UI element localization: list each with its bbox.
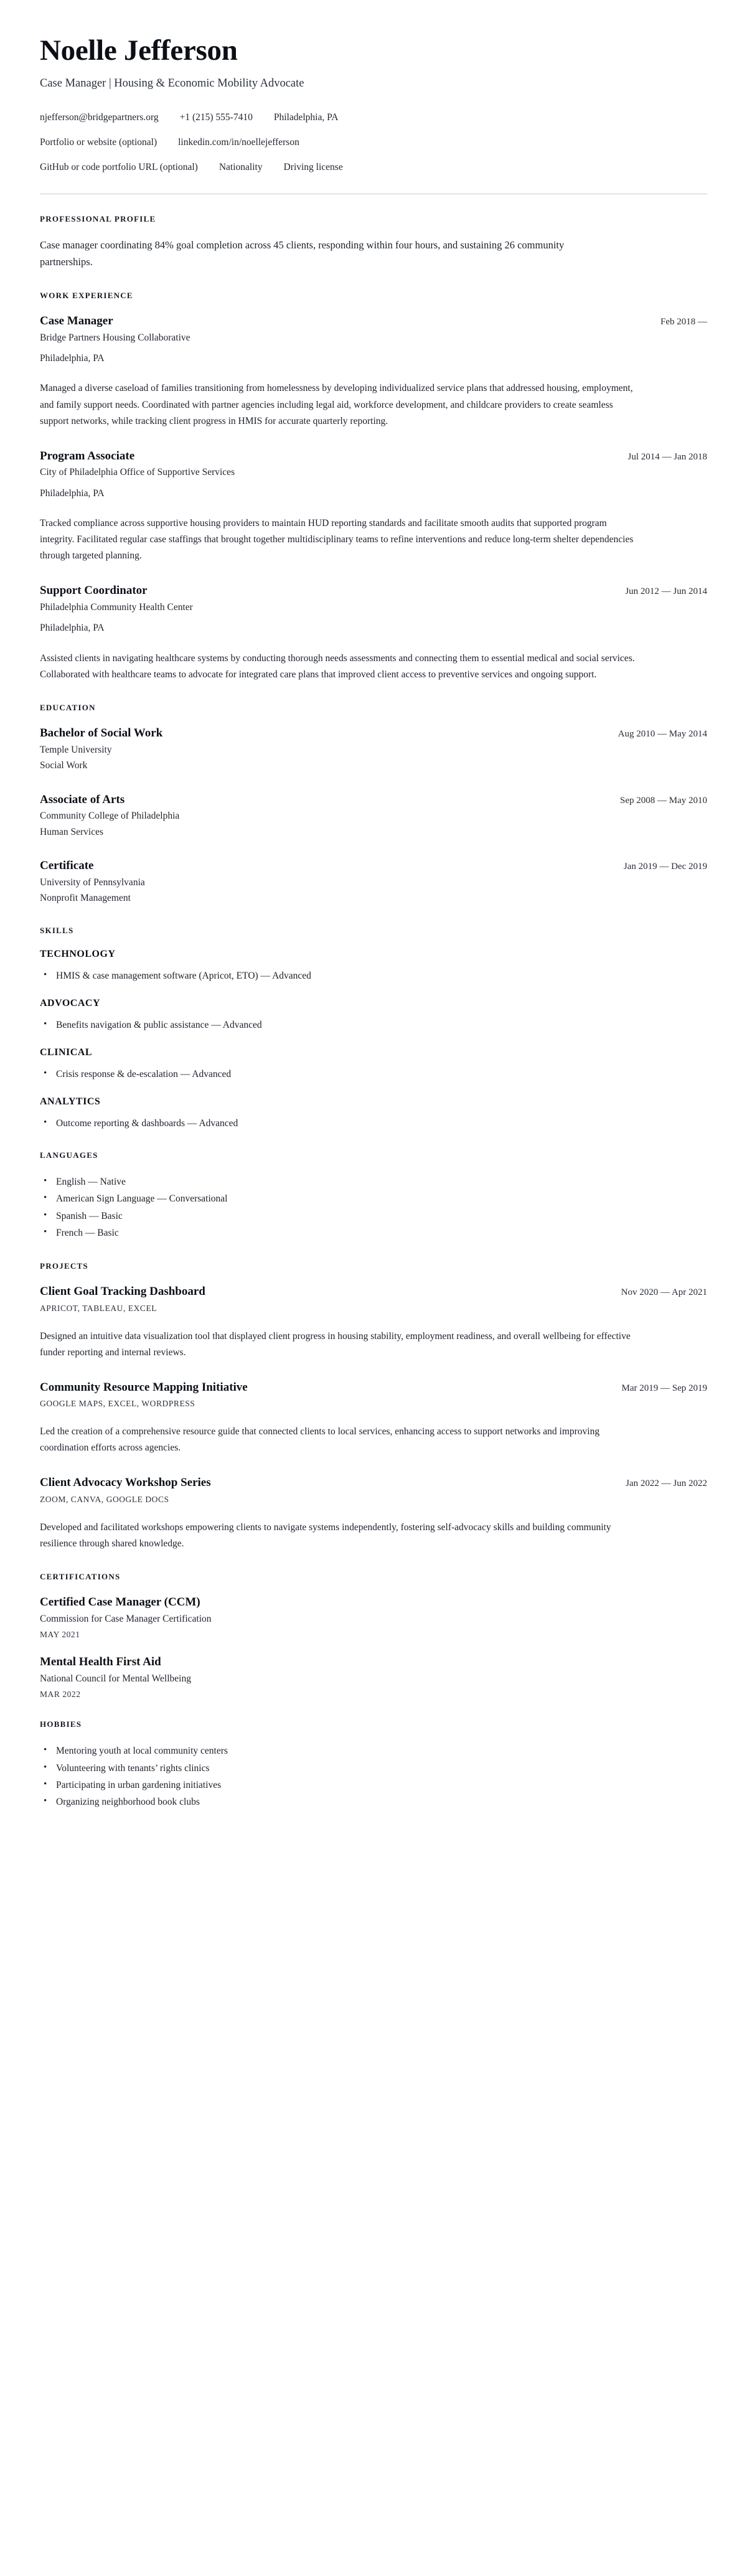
project-entry <box>40 1380 707 1457</box>
work-entry <box>40 314 707 430</box>
skill-group <box>40 1096 707 1132</box>
skill-item: • Crisis response & de-escalation — Advanced <box>40 1066 707 1083</box>
section-title-certifications: CERTIFICATIONS <box>40 1572 121 1582</box>
contact-location: Philadelphia, PA <box>273 111 339 123</box>
project-entry-header <box>40 1380 707 1396</box>
skill-group-title: ANALYTICS <box>40 1096 101 1107</box>
education-entry-header <box>40 858 707 874</box>
education-entry-school: Temple University <box>40 744 112 755</box>
work-entry <box>40 583 707 683</box>
project-entry-header <box>40 1284 707 1300</box>
education-entry-field: Social Work <box>40 760 88 771</box>
section-work-experience <box>40 291 707 683</box>
work-entry-organization: Philadelphia Community Health Center <box>40 601 193 613</box>
language-item: • Spanish — Basic <box>40 1208 707 1225</box>
skill-group-list <box>40 949 707 1132</box>
education-entry-date: Aug 2010 — May 2014 <box>618 728 707 739</box>
contact-item: Nationality <box>218 162 263 173</box>
education-entry-header <box>40 726 707 741</box>
hobby-item: • Mentoring youth at local community centers <box>40 1742 707 1759</box>
languages-block <box>40 1150 707 1241</box>
skill-group-title: ADVOCACY <box>40 997 101 1008</box>
skill-item-list <box>40 1115 707 1132</box>
contact-row <box>40 135 707 149</box>
section-title-skills: SKILLS <box>40 925 74 935</box>
certification-entry-name: Certified Case Manager (CCM) <box>40 1596 200 1609</box>
work-entry-location: Philadelphia, PA <box>40 623 105 634</box>
project-entry-date: Nov 2020 — Apr 2021 <box>621 1287 707 1297</box>
resume-header <box>40 35 707 194</box>
work-entry-organization: City of Philadelphia Office of Supportive Services <box>40 467 235 478</box>
profile-summary-text: Case manager coordinating 84% goal completion across 45 clients, responding within four hours, and sustaining 26 community partnerships. <box>40 239 565 268</box>
project-entry-header <box>40 1475 707 1491</box>
skill-group-title: CLINICAL <box>40 1047 93 1058</box>
contact-item: GitHub or code portfolio URL (optional) <box>40 162 198 173</box>
work-entry-organization: Bridge Partners Housing Collaborative <box>40 332 190 343</box>
section-title-work: WORK EXPERIENCE <box>40 290 133 300</box>
certification-entry <box>40 1595 707 1640</box>
project-entry-description: Designed an intuitive data visualization tool that displayed client progress in housing stability, employment readiness, and overall wellbeing for effective funder reporting and internal reviews. <box>40 1330 631 1358</box>
section-title-projects: PROJECTS <box>40 1261 88 1271</box>
hobby-item: • Participating in urban gardening initiatives <box>40 1777 707 1793</box>
work-entry-header <box>40 583 707 599</box>
work-entry-header <box>40 449 707 464</box>
contact-phone[interactable]: +1 (215) 555-7410 <box>179 111 253 123</box>
work-entry-role: Support Coordinator <box>40 584 148 598</box>
language-item: • American Sign Language — Conversational <box>40 1190 707 1207</box>
contact-row <box>40 160 707 174</box>
project-entry-date: Jan 2022 — Jun 2022 <box>626 1478 707 1489</box>
certification-entry-date: MAR 2022 <box>40 1690 81 1699</box>
education-entry <box>40 858 707 906</box>
work-entry-role: Case Manager <box>40 314 113 327</box>
education-entry-school: University of Pennsylvania <box>40 877 145 888</box>
work-entry-description: Assisted clients in navigating healthcare systems by conducting thorough needs assessments and connecting them to essential medical and social services. Collaborated with healthcare teams to advocate for integrated care plans that improved client access to preventive services and ongoing support. <box>40 652 635 680</box>
project-entry-name: Client Advocacy Workshop Series <box>40 1476 211 1490</box>
project-entry-description: Developed and facilitated workshops empowering clients to navigate systems independently, fostering self-advocacy skills and building community resilience through shared knowledge. <box>40 1522 611 1549</box>
section-certifications <box>40 1572 707 1699</box>
education-entry <box>40 726 707 773</box>
section-title-languages: LANGUAGES <box>40 1150 98 1160</box>
project-entry-name: Community Resource Mapping Initiative <box>40 1380 248 1394</box>
candidate-headline: Case Manager | Housing & Economic Mobility Advocate <box>40 77 304 90</box>
section-education <box>40 703 707 906</box>
project-entry-name: Client Goal Tracking Dashboard <box>40 1284 205 1298</box>
work-entry-header <box>40 314 707 329</box>
work-entry-description: Managed a diverse caseload of families transitioning from homelessness by developing individualized service plans that addressed housing, employment, and family support needs. Coordinated with partner agencies including legal aid, workforce development, and childcare providers to create seamless support networks, while tracking client progress in HMIS for accurate quarterly reporting. <box>40 383 633 426</box>
education-entry <box>40 792 707 840</box>
section-professional-profile <box>40 214 707 270</box>
skill-item: • Outcome reporting & dashboards — Advanced <box>40 1115 707 1132</box>
skill-group <box>40 998 707 1033</box>
section-skills <box>40 926 707 1241</box>
work-entry-location: Philadelphia, PA <box>40 353 105 364</box>
section-title-profile: PROFESSIONAL PROFILE <box>40 214 156 224</box>
work-entry-date: Jul 2014 — Jan 2018 <box>627 451 707 462</box>
work-entry-role: Program Associate <box>40 449 135 463</box>
language-item: • French — Basic <box>40 1225 707 1241</box>
education-entry-date: Sep 2008 — May 2010 <box>620 795 707 806</box>
skill-item: • Benefits navigation & public assistance — Advanced <box>40 1017 707 1033</box>
certification-entry-issuer: National Council for Mental Wellbeing <box>40 1673 191 1684</box>
project-entry-date: Mar 2019 — Sep 2019 <box>621 1383 707 1393</box>
education-entry-list <box>40 726 707 906</box>
education-entry-degree: Bachelor of Social Work <box>40 726 163 740</box>
project-entry <box>40 1475 707 1552</box>
education-entry-field: Nonprofit Management <box>40 893 131 904</box>
work-entry <box>40 449 707 565</box>
certification-entry-issuer: Commission for Case Manager Certification <box>40 1613 212 1624</box>
hobby-item: • Volunteering with tenants’ rights clinics <box>40 1760 707 1777</box>
certification-entry <box>40 1655 707 1699</box>
work-entry-date: Feb 2018 — <box>660 316 707 327</box>
contact-item[interactable]: linkedin.com/in/noellejefferson <box>178 136 299 148</box>
skill-group-title: TECHNOLOGY <box>40 948 116 959</box>
section-title-hobbies: HOBBIES <box>40 1719 82 1729</box>
section-title-education: EDUCATION <box>40 702 96 712</box>
contact-item: Driving license <box>283 162 343 173</box>
section-hobbies <box>40 1719 707 1810</box>
language-item: • English — Native <box>40 1173 707 1190</box>
certification-entry-date: MAY 2021 <box>40 1630 80 1640</box>
contact-row <box>40 110 707 125</box>
skill-item-list <box>40 1017 707 1033</box>
work-entry-location: Philadelphia, PA <box>40 487 105 499</box>
certification-entry-name: Mental Health First Aid <box>40 1655 161 1669</box>
education-entry-degree: Certificate <box>40 859 94 873</box>
project-entry-stack: ZOOM, CANVA, GOOGLE DOCS <box>40 1495 169 1505</box>
certification-entry-list <box>40 1595 707 1699</box>
languages-list <box>40 1173 707 1241</box>
work-entry-date: Jun 2012 — Jun 2014 <box>625 586 707 597</box>
section-projects <box>40 1261 707 1552</box>
skill-group <box>40 1047 707 1083</box>
project-entry-stack: GOOGLE MAPS, EXCEL, WORDPRESS <box>40 1399 195 1409</box>
work-entry-list <box>40 314 707 683</box>
hobbies-list <box>40 1742 707 1810</box>
contact-item: Portfolio or website (optional) <box>40 136 157 148</box>
education-entry-header <box>40 792 707 808</box>
skill-item: • HMIS & case management software (Apricot, ETO) — Advanced <box>40 967 707 984</box>
education-entry-degree: Associate of Arts <box>40 792 125 806</box>
project-entry <box>40 1284 707 1361</box>
education-entry-field: Human Services <box>40 826 104 837</box>
candidate-name: Noelle Jefferson <box>40 34 238 67</box>
project-entry-description: Led the creation of a comprehensive resource guide that connected clients to local services, enhancing access to support networks and improving coordination efforts across agencies. <box>40 1426 600 1454</box>
project-entry-list <box>40 1284 707 1552</box>
skill-item-list <box>40 1066 707 1083</box>
skill-item-list <box>40 967 707 984</box>
contact-email[interactable]: njefferson@bridgepartners.org <box>40 111 159 123</box>
skill-group <box>40 949 707 984</box>
work-entry-description: Tracked compliance across supportive housing providers to maintain HUD reporting standards and facilitate smooth audits that supported program integrity. Facilitated regular case staffings that brought together multidisciplinary teams to refine interventions and reduce long-term shelter dependencies through targeted planning. <box>40 518 634 562</box>
project-entry-stack: APRICOT, TABLEAU, EXCEL <box>40 1303 157 1313</box>
contact-block <box>40 110 707 175</box>
education-entry-school: Community College of Philadelphia <box>40 811 180 822</box>
hobby-item: • Organizing neighborhood book clubs <box>40 1793 707 1810</box>
education-entry-date: Jan 2019 — Dec 2019 <box>623 862 707 872</box>
